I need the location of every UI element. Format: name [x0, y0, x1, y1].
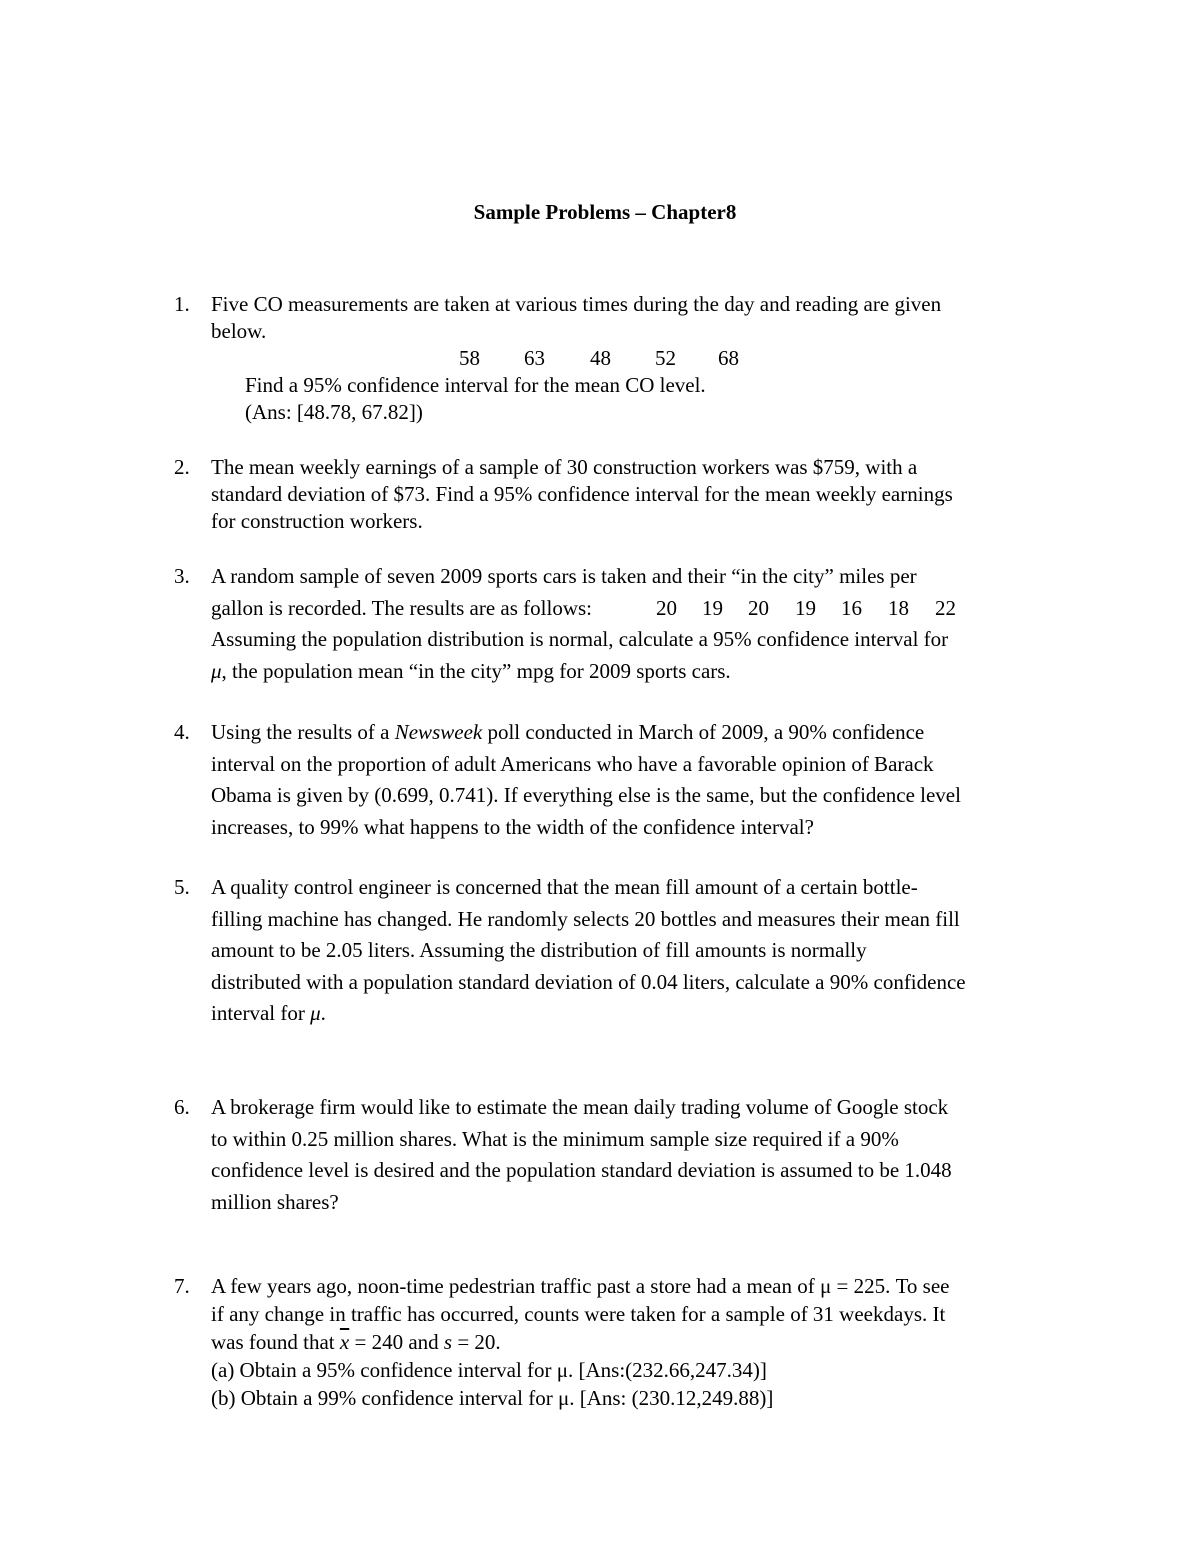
problem-line-text: Using the results of a: [211, 720, 395, 744]
problem-line: Obama is given by (0.699, 0.741). If everything else is the same, but the confidence level: [211, 783, 961, 807]
problem-line: Assuming the population distribution is normal, calculate a 95% confidence interval for: [211, 627, 949, 651]
problem-line-text: gallon is recorded. The results are as follows:: [211, 595, 593, 620]
problem-text: [211, 561, 1071, 687]
problem-line: standard deviation of $73. Find a 95% confidence interval for the mean weekly earnings: [211, 482, 953, 506]
problem-line: [211, 1328, 1071, 1356]
problem-line: below.: [211, 319, 267, 343]
problem-line-text: interval for: [211, 1001, 311, 1025]
problem-text: [211, 1092, 1071, 1218]
problem-number: 6.: [174, 1095, 190, 1119]
data-value: 63: [524, 346, 545, 370]
data-value: 18: [888, 595, 909, 620]
page-title: Sample Problems – Chapter8: [473, 200, 737, 224]
data-value: 48: [590, 346, 611, 370]
problem-text: [211, 872, 1071, 1030]
problem-line-text: was found that: [211, 1330, 340, 1354]
data-value: 20: [656, 595, 677, 620]
x-bar-symbol: $\overline{x}$: [339, 1330, 350, 1354]
data-values-row: [211, 345, 1071, 372]
problem-line: to within 0.25 million shares. What is the minimum sample size required if a 90%: [211, 1126, 899, 1151]
problem-line: for construction workers.: [211, 509, 423, 533]
problem-line: A quality control engineer is concerned that the mean fill amount of a certain bottle-: [211, 875, 918, 899]
problem-text: [211, 454, 1071, 535]
data-value: 52: [655, 346, 676, 370]
problem-line: confidence level is desired and the population standard deviation is assumed to be 1.048: [211, 1158, 952, 1182]
data-value: 19: [795, 595, 816, 620]
problem-line: Five CO measurements are taken at various times during the day and reading are given: [211, 292, 942, 316]
data-value: 20: [748, 595, 769, 620]
problem-line: A brokerage firm would like to estimate the mean daily trading volume of Google stock: [211, 1095, 949, 1119]
problem-line: [211, 656, 1071, 688]
mu-symbol: μ: [310, 1001, 321, 1025]
problem-text: [211, 717, 1071, 843]
problem-number: 7.: [174, 1274, 190, 1298]
problem-line: The mean weekly earnings of a sample of 30 construction workers was $759, with a: [211, 455, 918, 479]
problem-line-text: , the population mean “in the city” mpg for 2009 sports cars.: [221, 658, 731, 683]
mu-symbol: μ: [211, 658, 222, 683]
problem-part-b: (b) Obtain a 99% confidence interval for μ. [Ans: (230.12,249.88)]: [211, 1386, 774, 1410]
data-value: 68: [718, 346, 739, 370]
problem-number: 2.: [174, 455, 190, 479]
problem-line: filling machine has changed. He randomly selects 20 bottles and measures their mean fill: [211, 906, 960, 931]
problem-text: [211, 1272, 1071, 1412]
problem-number: 4.: [174, 720, 190, 744]
problem-part-a: (a) Obtain a 95% confidence interval for μ. [Ans:(232.66,247.34)]: [211, 1358, 767, 1382]
problem-line-text: poll conducted in March of 2009, a 90% confidence: [482, 720, 925, 744]
problem-line-text: = 240 and: [349, 1330, 444, 1354]
publication-name: Newsweek: [394, 720, 483, 744]
problem-number: 5.: [174, 875, 190, 899]
problem-line: [211, 593, 1071, 625]
problem-number: 1.: [174, 292, 190, 316]
problem-text: [211, 291, 1071, 426]
data-value: 22: [935, 595, 956, 620]
problem-line: A few years ago, noon-time pedestrian traffic past a store had a mean of μ = 225. To see: [211, 1274, 950, 1298]
problem-line: [211, 717, 1071, 749]
problem-line: distributed with a population standard deviation of 0.04 liters, calculate a 90% confidence: [211, 969, 966, 994]
problem-line-text: .: [320, 1001, 326, 1025]
problem-line: interval on the proportion of adult Americans who have a favorable opinion of Barack: [211, 751, 934, 776]
problem-line: [211, 998, 1071, 1030]
problem-line: million shares?: [211, 1189, 339, 1214]
problem-line: if any change in traffic has occurred, counts were taken for a sample of 31 weekdays. It: [211, 1302, 946, 1326]
problem-line: increases, to 99% what happens to the width of the confidence interval?: [211, 814, 814, 839]
problem-number: 3.: [174, 564, 190, 588]
s-symbol: s: [443, 1330, 453, 1354]
problem-line: A random sample of seven 2009 sports cars is taken and their “in the city” miles per: [211, 564, 917, 588]
problem-line: amount to be 2.05 liters. Assuming the distribution of fill amounts is normally: [211, 938, 867, 962]
problem-line-text: = 20.: [452, 1330, 501, 1354]
data-value: 19: [702, 595, 723, 620]
data-value: 16: [841, 595, 862, 620]
problem-task: Find a 95% confidence interval for the mean CO level.: [245, 373, 706, 397]
data-value: 58: [459, 346, 480, 370]
problem-answer: (Ans: [48.78, 67.82]): [245, 400, 423, 424]
